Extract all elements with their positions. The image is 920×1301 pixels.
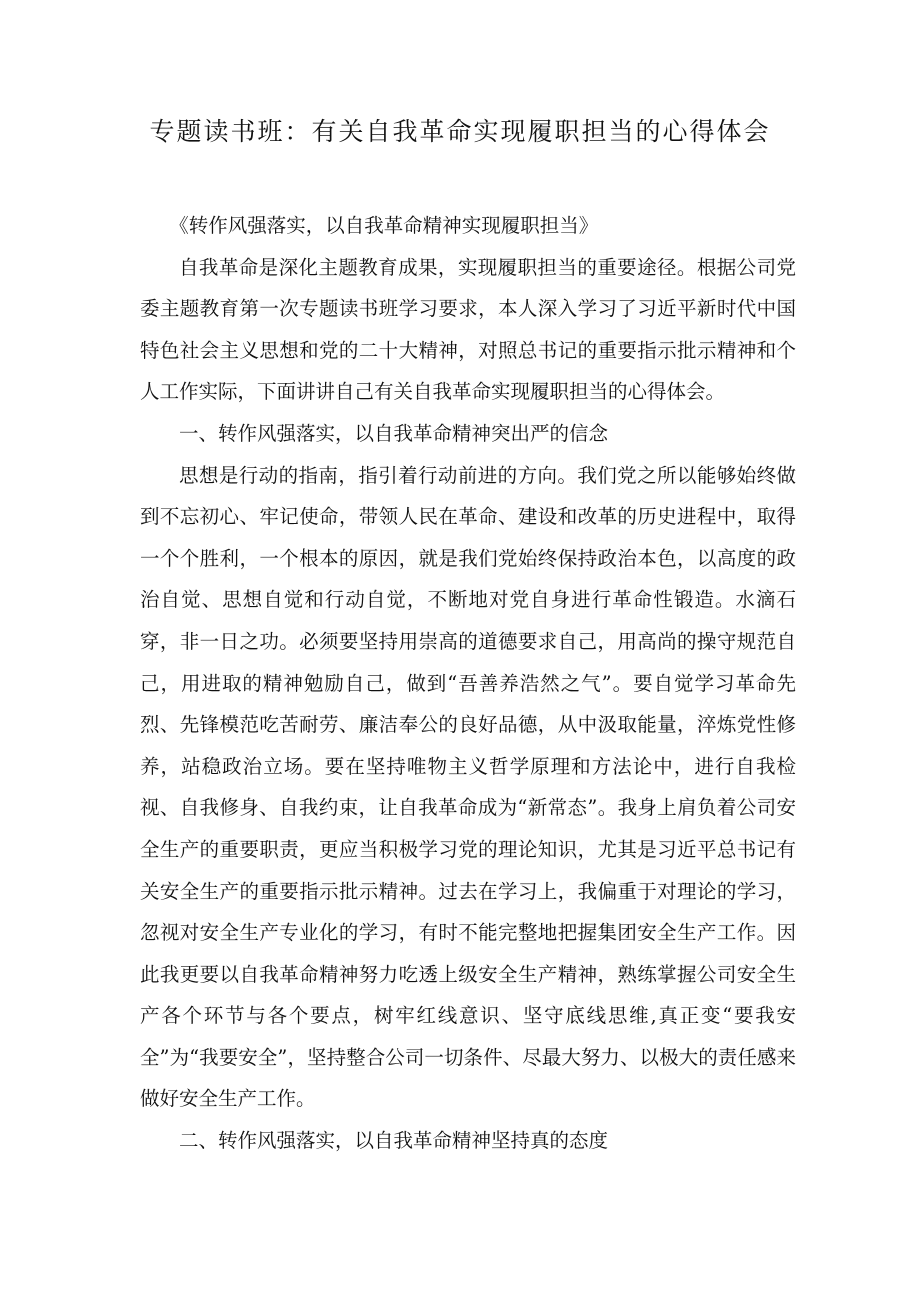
section-1-paragraph: 思想是行动的指南，指引着行动前进的方向。我们党之所以能够始终做到不忘初心、牢记使命，带领人民在革命、建设和改革的历史进程中，取得一个个胜利，一个根本的原因，就是我们党始终保持政治本色，以高度的政治自觉、思想自觉和行动自觉，不断地对党自身进行革命性锻造。水滴石穿，非一日之功。必须要坚持用崇高的道德要求自己，用高尚的操守规范自己，用进取的精神勉励自己，做到“吾善养浩然之气”。要自觉学习革命先烈、先锋模范吃苦耐劳、廉洁奉公的良好品德，从中汲取能量，淬炼党性修养，站稳政治立场。要在坚持唯物主义哲学原理和方法论中，进行自我检视、自我修身、自我约束，让自我革命成为“新常态”。我身上肩负着公司安全生产的重要职责，更应当积极学习党的理论知识，尤其是习近平总书记有关安全生产的重要指示批示精神。过去在学习上，我偏重于对理论的学习，忽视对安全生产专业化的学习，有时不能完整地把握集团安全生产工作。因此我更要以自我革命精神努力吃透上级安全生产精神，熟练掌握公司安全生产各个环节与各个要点，树牢红线意识、坚守底线思维,真正变“要我安全”为“我要安全”，坚持整合公司一切条件、尽最大努力、以极大的责任感来做好安全生产工作。	[140, 463, 796, 1111]
section-2-heading: 二、转作风强落实，以自我革命精神坚持真的态度	[179, 1129, 609, 1153]
section-1-heading: 一、转作风强落实，以自我革命精神突出严的信念	[179, 421, 609, 445]
document-title: 专题读书班：有关自我革命实现履职担当的心得体会	[149, 117, 771, 146]
intro-paragraph: 自我革命是深化主题教育成果，实现履职担当的重要途径。根据公司党委主题教育第一次专题读书班学习要求，本人深入学习了习近平新时代中国特色社会主义思想和党的二十大精神，对照总书记的重要指示批示精神和个人工作实际，下面讲讲自己有关自我革命实现履职担当的心得体会。	[140, 255, 796, 404]
document-body	[140, 205, 796, 1162]
document-subtitle: 《转作风强落实，以自我革命精神实现履职担当》	[169, 214, 599, 237]
